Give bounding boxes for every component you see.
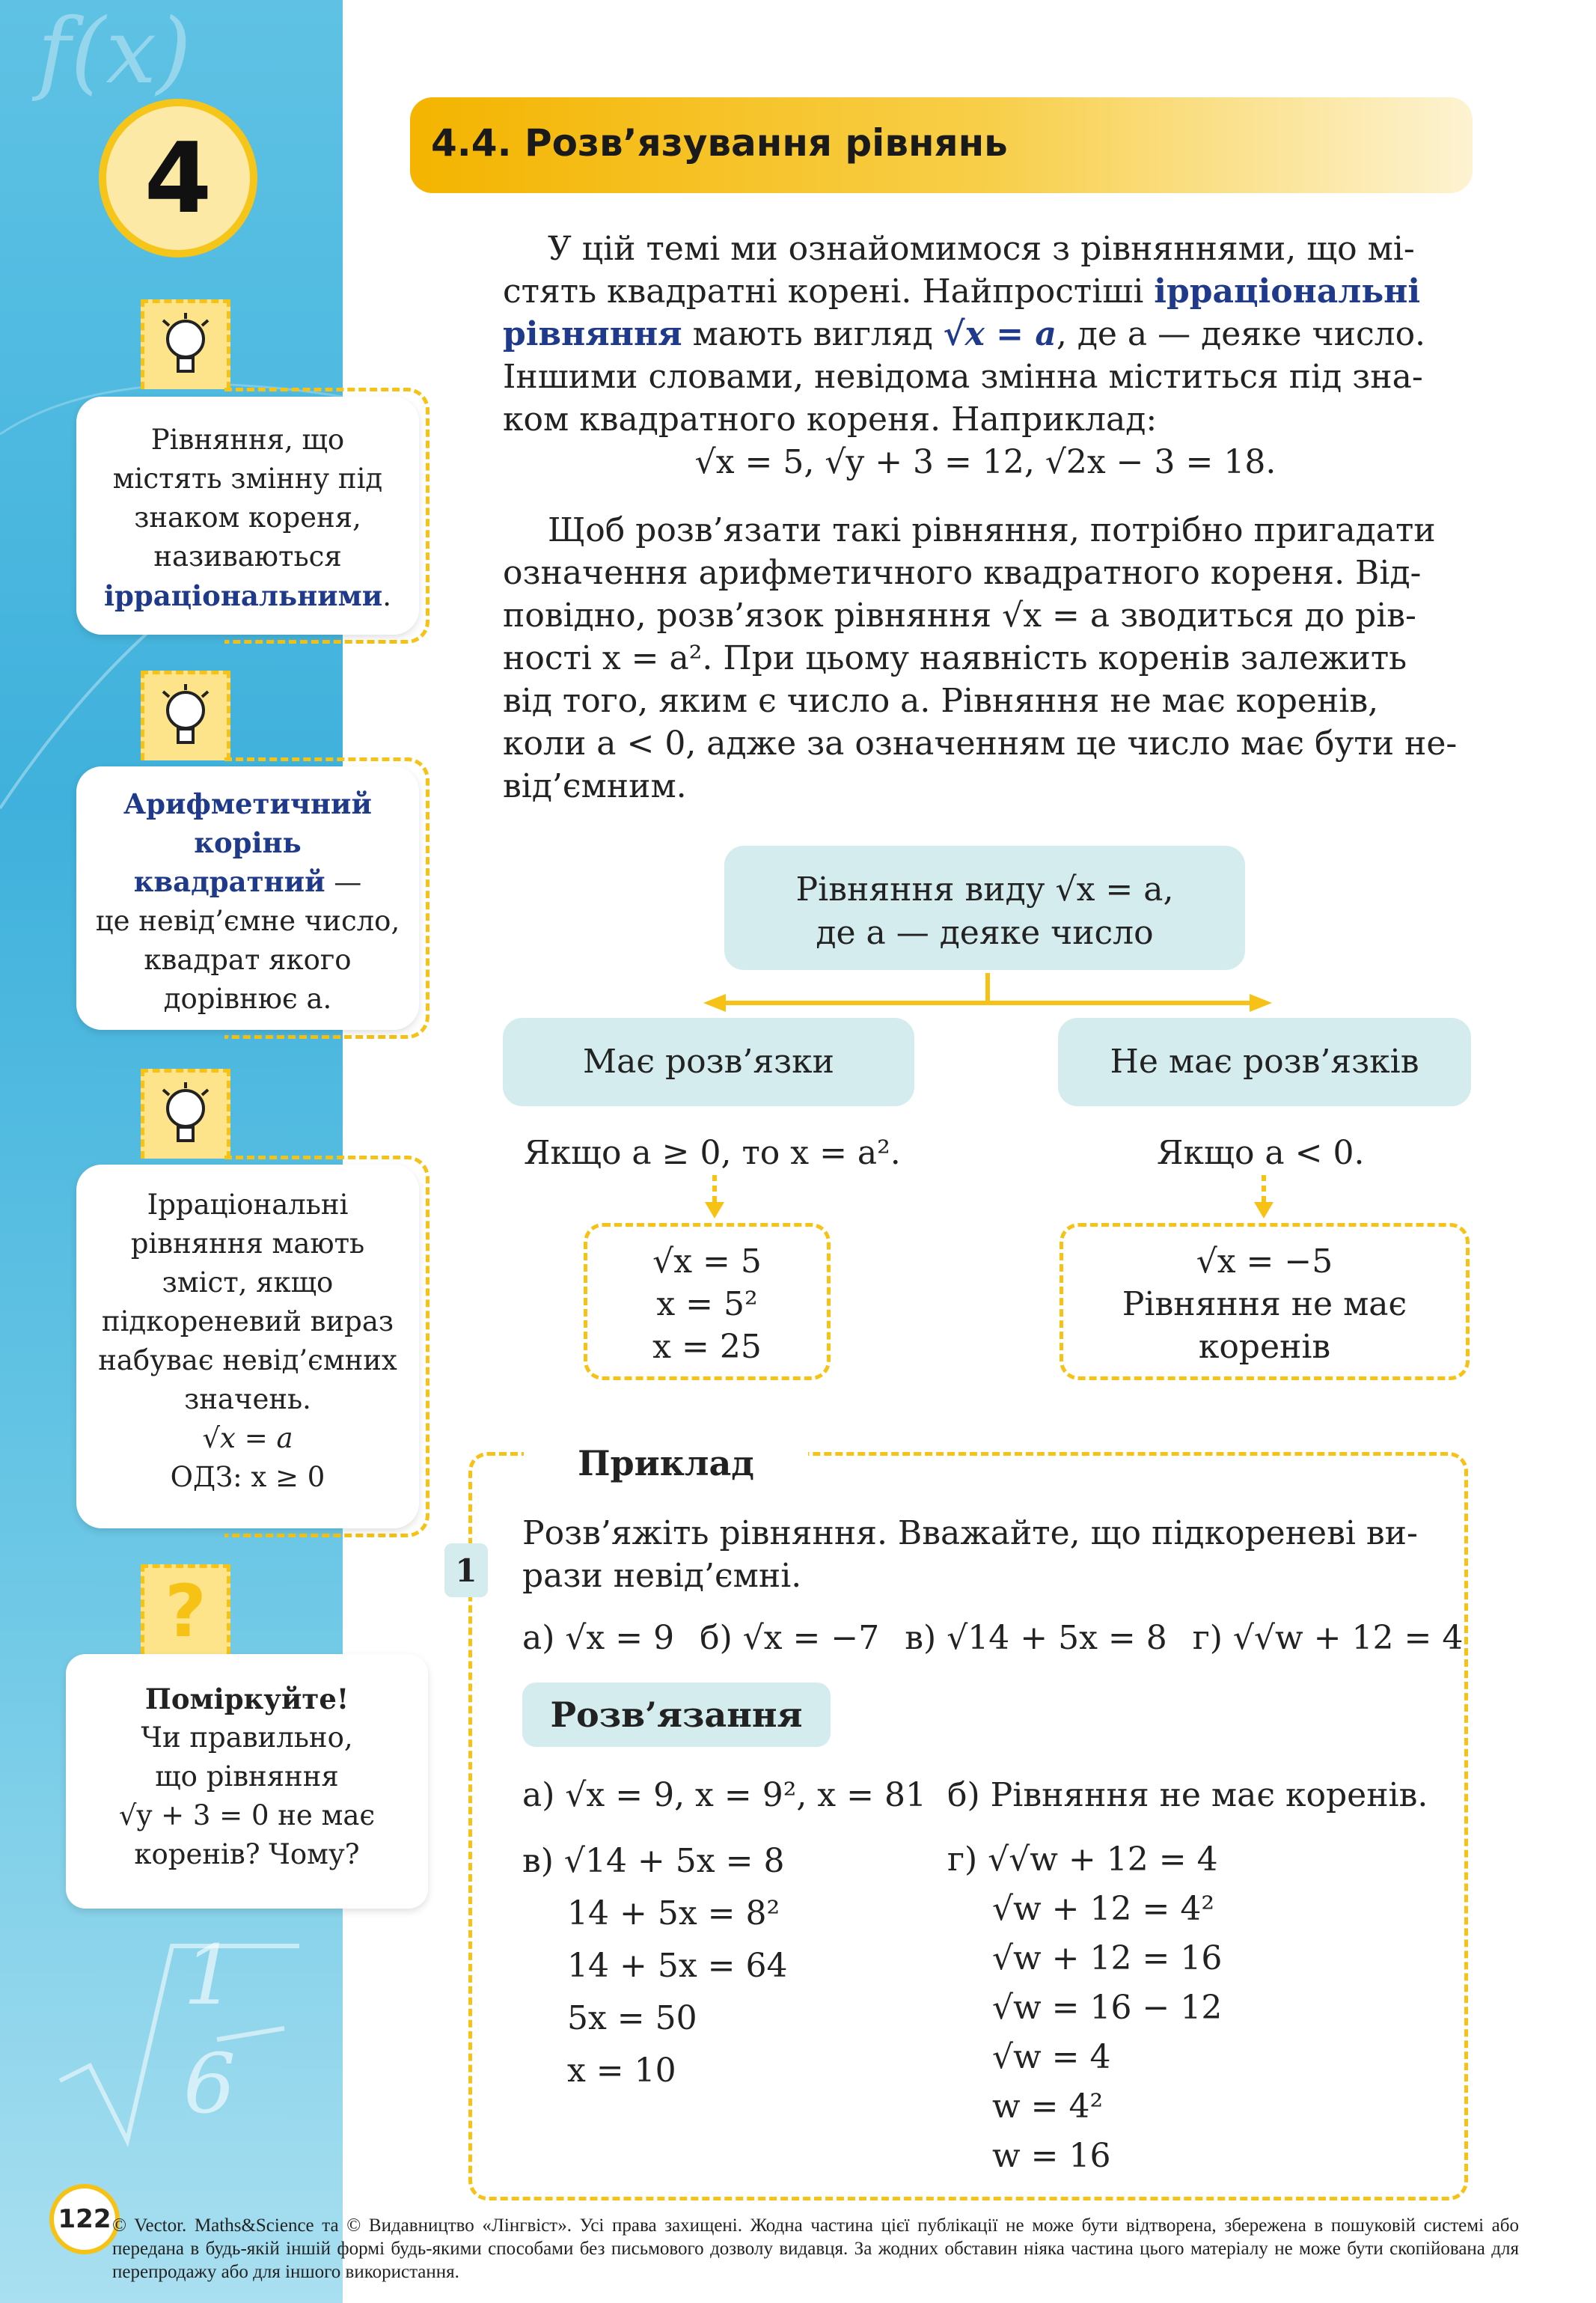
- solution-line: √w = 4: [992, 2038, 1111, 2076]
- solution-line: 5x = 50: [567, 1999, 697, 2037]
- card-text: знаком кореня,: [134, 501, 361, 534]
- example-line: √x = −5: [1196, 1242, 1333, 1281]
- copyright-notice: © Vector. Maths&Science та © Видавництво «Лінгвіст». Усі права захищені. Жодна частина цієї публікації не може бути відтворена, збережена в пошуковій системі або передана в будь-якій іншій формі будь-якими способами без письмового дозволу видавця. За жодних обставин ніяка частина цього матеріалу не може бути скопійована для перепродажу або для іншого використання.: [112, 2215, 1519, 2282]
- section-title: 4.4. Розв’язування рівнянь: [431, 121, 1008, 165]
- left-example-box: [584, 1223, 831, 1380]
- diagram-top-box: [724, 846, 1245, 970]
- example-line: коренів: [1198, 1328, 1331, 1366]
- no-solutions-box: Не має розв’язків: [1058, 1018, 1471, 1106]
- solution-line: x = 10: [567, 2052, 676, 2090]
- card-text: Чи правильно,: [141, 1721, 353, 1754]
- card-text: підкореневий вираз: [101, 1305, 394, 1337]
- solution-heading: Розв’язання: [522, 1683, 831, 1747]
- think-title: Поміркуйте!: [144, 1683, 349, 1715]
- keyword: Арифметичний: [123, 787, 372, 820]
- keyword: ірраціональними: [104, 579, 383, 612]
- keyword: корінь: [194, 826, 302, 859]
- definition-card-odz: [76, 1165, 419, 1528]
- arrow-down-icon: [1245, 1175, 1282, 1220]
- task-item: а) √x = 9: [522, 1619, 675, 1657]
- solution-b: б) Рівняння не має коренів.: [947, 1776, 1428, 1814]
- right-condition: Якщо a < 0.: [1157, 1134, 1365, 1172]
- page-number: 122: [49, 2184, 120, 2254]
- text-line: повідно, розв’язок рівняння √x = a зводиться до рів-: [503, 597, 1416, 635]
- text-line: , де a — деяке число.: [1056, 315, 1426, 353]
- task-item: г) √√w + 12 = 4: [1192, 1619, 1464, 1657]
- examples-formula: √x = 5, √y + 3 = 12, √2x − 3 = 18.: [694, 443, 1277, 481]
- card-text: називаються: [153, 540, 342, 573]
- definition-card-irrational: [76, 397, 419, 635]
- solution-line: √w + 12 = 16: [992, 1939, 1223, 1977]
- formula: √x = a: [943, 315, 1057, 353]
- solution-line: √w + 12 = 4²: [992, 1890, 1214, 1928]
- card-text: рівняння мають: [130, 1227, 365, 1260]
- text-line: Щоб розв’язати такі рівняння, потрібно пригадати: [548, 511, 1436, 549]
- card-text: містять змінну під: [112, 463, 383, 495]
- example-task: [522, 1512, 1450, 1597]
- solution-v: [522, 1835, 787, 2097]
- task-item: б) √x = −7: [700, 1619, 880, 1657]
- arrow-down-icon: [696, 1175, 733, 1220]
- solution-line: 14 + 5x = 64: [567, 1947, 788, 1985]
- card-text: Рівняння, що: [150, 424, 345, 456]
- text-line: У цій темі ми ознайомимося з рівняннями, що мі-: [548, 230, 1415, 268]
- solution-line: w = 16: [992, 2137, 1111, 2175]
- card-text: коренів? Чому?: [134, 1838, 360, 1870]
- example-line: x = 25: [652, 1328, 762, 1366]
- solution-line: в) √14 + 5x = 8: [522, 1842, 785, 1880]
- lightbulb-icon: [141, 1069, 230, 1159]
- text-line: від’ємним.: [503, 767, 687, 805]
- has-solutions-box: Має розв’язки: [503, 1018, 914, 1106]
- solution-line: w = 4²: [992, 2087, 1104, 2126]
- think-card: [66, 1654, 428, 1909]
- example-heading: Приклад: [524, 1430, 808, 1497]
- text-line: мають вигляд: [682, 315, 944, 353]
- decor-fx: f(x): [37, 0, 192, 104]
- example-line: x = 5²: [656, 1285, 758, 1323]
- decor-root-frac: [45, 1916, 314, 2163]
- lightbulb-icon: [141, 671, 230, 760]
- text-line: рази невід’ємні.: [522, 1557, 802, 1595]
- example-number: 1: [444, 1543, 488, 1597]
- definition-card-root: [76, 766, 419, 1030]
- decor-frac-den: 6: [183, 2036, 236, 2132]
- card-formula: ОДЗ: x ≥ 0: [170, 1461, 325, 1493]
- card-text: —: [325, 866, 362, 898]
- solution-line: √w = 16 − 12: [992, 1989, 1223, 2027]
- solution-a: а) √x = 9, x = 9², x = 81: [522, 1776, 926, 1814]
- text-line: стять квадратні корені. Найпростіші: [503, 272, 1155, 311]
- card-text: набуває невід’ємних: [98, 1344, 397, 1376]
- lightbulb-icon: [141, 299, 230, 389]
- text-line: ком квадратного кореня. Наприклад:: [503, 400, 1158, 439]
- card-formula: √x = a: [202, 1422, 293, 1454]
- decor-frac-num: 1: [183, 1927, 236, 2023]
- task-item: в) √14 + 5x = 8: [905, 1619, 1167, 1657]
- right-example-box: [1060, 1223, 1470, 1380]
- task-list: [522, 1617, 1463, 1659]
- explanation-paragraph: [503, 509, 1468, 808]
- chapter-number: 4: [99, 99, 257, 257]
- keyword: квадратний: [133, 865, 325, 898]
- question-icon: ?: [141, 1564, 230, 1654]
- text-line: Іншими словами, невідома змінна міститься під зна-: [503, 358, 1423, 396]
- card-text: це невід’ємне число,: [95, 905, 400, 937]
- text-line: від того, яким є число a. Рівняння не має коренів,: [503, 682, 1379, 720]
- solution-line: 14 + 5x = 8²: [567, 1894, 780, 1933]
- solution-line: г) √√w + 12 = 4: [947, 1840, 1218, 1879]
- card-text: зміст, якщо: [162, 1266, 334, 1299]
- diagram-arrows: [696, 973, 1279, 1018]
- diagram-text: де a — деяке число: [816, 914, 1154, 952]
- left-condition: Якщо a ≥ 0, то x = a².: [524, 1134, 901, 1172]
- solution-g: [947, 1835, 1222, 2181]
- card-text: .: [382, 580, 391, 612]
- text-line: Розв’яжіть рівняння. Вважайте, що підкореневі ви-: [522, 1514, 1418, 1552]
- card-text: що рівняння: [155, 1760, 339, 1793]
- card-text: Ірраціональні: [147, 1189, 349, 1221]
- example-line: √x = 5: [652, 1242, 762, 1281]
- card-text: √y + 3 = 0 не має: [118, 1799, 376, 1831]
- card-text: квадрат якого: [144, 944, 352, 976]
- keyword: рівняння: [503, 315, 682, 353]
- keyword: ірраціональні: [1154, 272, 1421, 311]
- text-line: означення арифметичного квадратного кореня. Від-: [503, 554, 1422, 592]
- text-line: ності x = a². При цьому наявність коренів залежить: [503, 639, 1407, 677]
- text-line: коли a < 0, адже за означенням це число має бути не-: [503, 725, 1458, 763]
- diagram-text: Рівняння виду √x = a,: [795, 870, 1174, 909]
- intro-paragraph: [503, 228, 1468, 484]
- example-line: Рівняння не має: [1122, 1285, 1407, 1323]
- card-text: значень.: [184, 1383, 311, 1415]
- card-text: дорівнює a.: [163, 983, 332, 1015]
